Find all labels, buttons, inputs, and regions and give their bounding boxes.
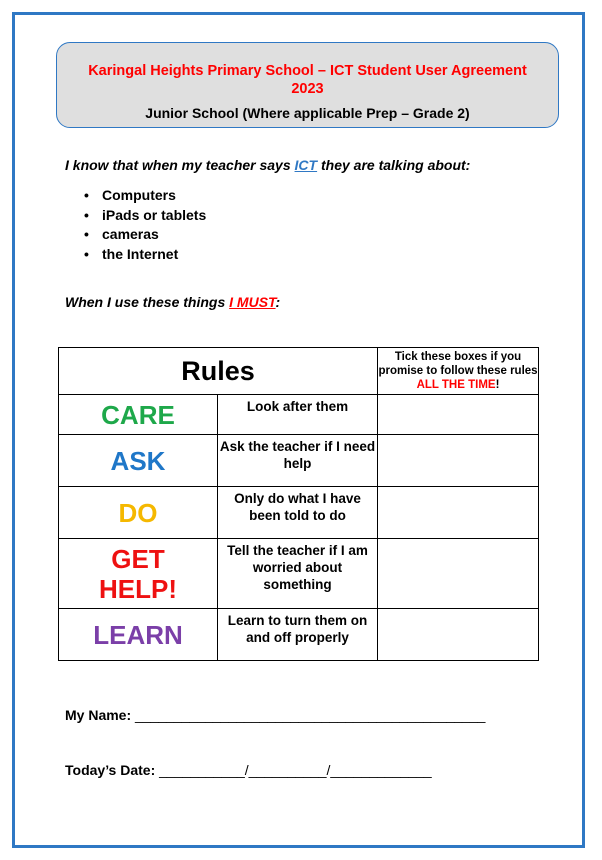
document-subtitle: Junior School (Where applicable Prep – Grade 2) bbox=[145, 105, 470, 121]
table-row bbox=[59, 609, 539, 661]
tick-heading bbox=[378, 348, 539, 395]
table-header-row bbox=[59, 348, 539, 395]
tick-box-do[interactable] bbox=[378, 487, 539, 539]
rule-description: Learn to turn them on and off properly bbox=[218, 609, 378, 661]
bullet-icon: • bbox=[84, 187, 89, 203]
date-field-row bbox=[65, 762, 432, 778]
table-row bbox=[59, 539, 539, 609]
intro-sentence bbox=[65, 157, 470, 173]
tick-heading-text: Tick these boxes if you promise to follow these rules bbox=[378, 351, 538, 377]
rules-heading: Rules bbox=[59, 348, 378, 395]
tick-box-ask[interactable] bbox=[378, 435, 539, 487]
must-text-before: When I use these things bbox=[65, 294, 230, 310]
rule-description: Ask the teacher if I need help bbox=[218, 435, 378, 487]
list-item-label: iPads or tablets bbox=[102, 206, 207, 223]
table-row bbox=[59, 395, 539, 435]
list-item bbox=[84, 225, 206, 245]
intro-text-after: they are talking about: bbox=[317, 157, 471, 173]
tick-heading-emphasis: ALL THE TIME bbox=[416, 379, 496, 391]
list-item-label: Computers bbox=[102, 187, 176, 203]
must-sentence bbox=[65, 294, 280, 310]
rule-word-get-help: GET HELP! bbox=[59, 539, 218, 609]
rule-description: Only do what I have been told to do bbox=[218, 487, 378, 539]
list-item bbox=[84, 245, 206, 265]
title-year: 2023 bbox=[291, 81, 324, 97]
rule-word-learn: LEARN bbox=[59, 609, 218, 661]
header-box bbox=[56, 42, 559, 128]
rule-word-do: DO bbox=[59, 487, 218, 539]
name-field-row bbox=[65, 707, 485, 723]
table-row bbox=[59, 487, 539, 539]
list-item-label: the Internet bbox=[102, 245, 179, 262]
must-text-after: : bbox=[275, 294, 281, 310]
document-title bbox=[57, 62, 558, 98]
tick-box-get-help[interactable] bbox=[378, 539, 539, 609]
ict-link[interactable]: ICT bbox=[294, 157, 318, 173]
ict-items-list bbox=[84, 186, 206, 264]
rule-word-care: CARE bbox=[59, 395, 218, 435]
rule-description: Look after them bbox=[218, 395, 378, 435]
rule-description: Tell the teacher if I am worried about something bbox=[218, 539, 378, 609]
date-field[interactable]: ___________/__________/_____________ bbox=[159, 762, 432, 778]
rules-table bbox=[58, 347, 539, 661]
list-item bbox=[84, 186, 206, 206]
intro-text-before: I know that when my teacher says bbox=[65, 157, 295, 173]
rule-word-ask: ASK bbox=[59, 435, 218, 487]
tick-heading-end: ! bbox=[495, 379, 500, 391]
date-label: Today’s Date: bbox=[65, 762, 156, 778]
list-item bbox=[84, 206, 206, 226]
title-line-1: Karingal Heights Primary School – ICT Student User Agreement bbox=[88, 63, 527, 79]
name-label: My Name: bbox=[65, 707, 132, 723]
tick-box-care[interactable] bbox=[378, 395, 539, 435]
table-row bbox=[59, 435, 539, 487]
must-emphasis: I MUST bbox=[229, 294, 276, 310]
bullet-icon: • bbox=[84, 245, 89, 262]
list-item-label: cameras bbox=[102, 226, 159, 242]
name-field[interactable]: _____________________________________________ bbox=[135, 707, 486, 723]
bullet-icon: • bbox=[84, 206, 89, 223]
bullet-icon: • bbox=[84, 226, 89, 242]
tick-box-learn[interactable] bbox=[378, 609, 539, 661]
